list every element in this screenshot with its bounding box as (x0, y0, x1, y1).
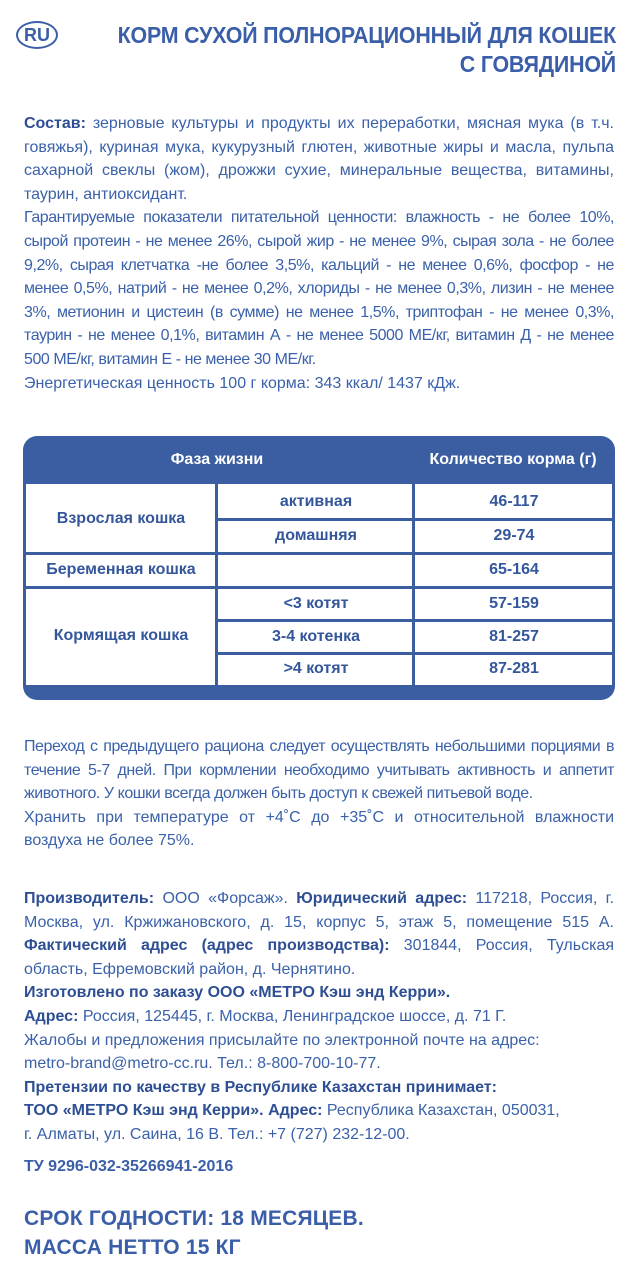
phase-pregnant: Беременная кошка (46, 561, 196, 578)
kz-address-line-2: г. Алматы, ул. Саина, 16 В. Тел.: +7 (727) 232-12-00. (24, 1125, 410, 1143)
amount-less-3-kittens: 57-159 (489, 594, 539, 612)
address-value: Россия, 125445, г. Москва, Ленинградское шоссе, д. 71 Г. (82, 1007, 507, 1025)
language-badge: RU (16, 21, 58, 49)
actual-address-label: Фактический адрес (адрес производства): (24, 937, 390, 955)
sub-pregnant (219, 553, 413, 587)
composition-label: Состав: (24, 115, 86, 132)
amount-3-4-kittens: 81-257 (489, 627, 539, 645)
kz-address-value: Республика Казахстан, 050031, (326, 1102, 560, 1120)
sub-3-4-kittens: 3-4 котенка (271, 627, 361, 645)
complaints-line-1: Жалобы и предложения присылайте по электронной почте на адрес: (24, 1031, 540, 1049)
sub-indoor: домашняя (275, 527, 357, 544)
table-body (26, 484, 612, 685)
row-divider (26, 586, 612, 589)
actual-address-value: 301844, Россия, Тульская область, Ефремовский район, д. Чернятино. (24, 937, 615, 978)
sub-less-3-kittens: <3 котят (283, 594, 349, 612)
amount-active: 46-117 (489, 492, 539, 510)
legal-address-label: Юридический адрес: (296, 890, 468, 907)
header-life-phase: Фаза жизни (170, 451, 264, 468)
manufacturer-section (24, 887, 614, 1147)
feeding-table (23, 436, 615, 700)
producer-value: ООО «Форсаж». (162, 890, 288, 907)
composition-section (24, 112, 614, 395)
amount-more-4-kittens: 87-281 (489, 660, 539, 677)
energy-value: Энергетическая ценность 100 г корма: 343 ккал/ 1437 кДж. (24, 374, 461, 392)
sub-active: активная (279, 492, 353, 510)
sub-more-4-kittens: >4 котят (283, 660, 349, 677)
table-header (23, 436, 615, 484)
complaints-line-2: metro-brand@metro-cc.ru. Тел.: 8-800-700-10-77. (24, 1055, 381, 1073)
address-label: Адрес: (24, 1007, 79, 1025)
phase-adult: Взрослая кошка (56, 509, 186, 527)
feeding-instructions (24, 735, 614, 853)
phase-nursing: Кормящая кошка (53, 627, 189, 644)
storage-text: Хранить при температуре от +4˚С до +35˚С и относительной влажности воздуха не более 75%. (24, 808, 614, 850)
title-line-2: С ГОВЯДИНОЙ (459, 51, 616, 77)
net-weight: МАССА НЕТТО 15 КГ (24, 1236, 241, 1259)
tu-number: ТУ 9296-032-35266941-2016 (24, 1158, 234, 1175)
row-divider (215, 652, 612, 655)
amount-indoor: 29-74 (493, 527, 535, 544)
producer-label: Производитель: (24, 890, 155, 907)
kz-address-label: Адрес: (268, 1102, 323, 1120)
shelf-life: СРОК ГОДНОСТИ: 18 МЕСЯЦЕВ. (24, 1207, 364, 1230)
row-divider (26, 552, 612, 555)
kz-company: ТОО «МЕТРО Кэш энд Керри». (24, 1102, 264, 1120)
product-title (16, 21, 616, 78)
ordered-by: Изготовлено по заказу ООО «МЕТРО Кэш энд Керри». (24, 984, 451, 1002)
guaranteed-values: Гарантируемые показатели питательной ценности: влажность - не более 10%, сырой протеин - не менее 26%, сырой жир - не менее 9%, сырая зола - не более 9,2%, сырая клетчатка -не более 3,5%, кальций - не менее 0,6%, фосфор - не менее 0,5%, натрий - не менее 0,2%, хлориды - не менее 0,3%, лизин - не менее 3%, метионин и цистеин (в сумме) не менее 1,5%, триптофан - не менее 0,3%, таурин - не менее 0,1%, витамин А - не менее 5000 МЕ/кг, витамин Д - не менее 500 МЕ/кг, витамин Е - не менее 30 МЕ/кг. (24, 209, 614, 368)
transition-text: Переход с предыдущего рациона следует осуществлять небольшими порциями в течение 5-7 дней. При кормлении необходимо учитывать активность и аппетит животного. У кошки всегда должен быть доступ к свежей питьевой воде. (24, 738, 614, 803)
row-divider (215, 518, 612, 521)
title-line-1: КОРМ СУХОЙ ПОЛНОРАЦИОННЫЙ ДЛЯ КОШЕК (117, 21, 616, 48)
row-divider (215, 619, 612, 622)
kz-claims: Претензии по качеству в Республике Казахстан принимает: (24, 1078, 497, 1096)
composition-text: зерновые культуры и продукты их переработки, мясная мука (в т.ч. говяжья), куриная мука, кукурузный глютен, животные жиры и масла, пульпа сахарной свеклы (жом), дрожжи сухие, минеральные вещества, витамины, таурин, антиоксидант. (24, 115, 614, 203)
header-food-amount: Количество корма (г) (429, 451, 597, 468)
legal-address-value: 117218, Россия, г. Москва, ул. Кржижановского, д. 15, корпус 5, этаж 5, помещение 515 А. (24, 890, 614, 931)
amount-pregnant: 65-164 (489, 561, 539, 578)
